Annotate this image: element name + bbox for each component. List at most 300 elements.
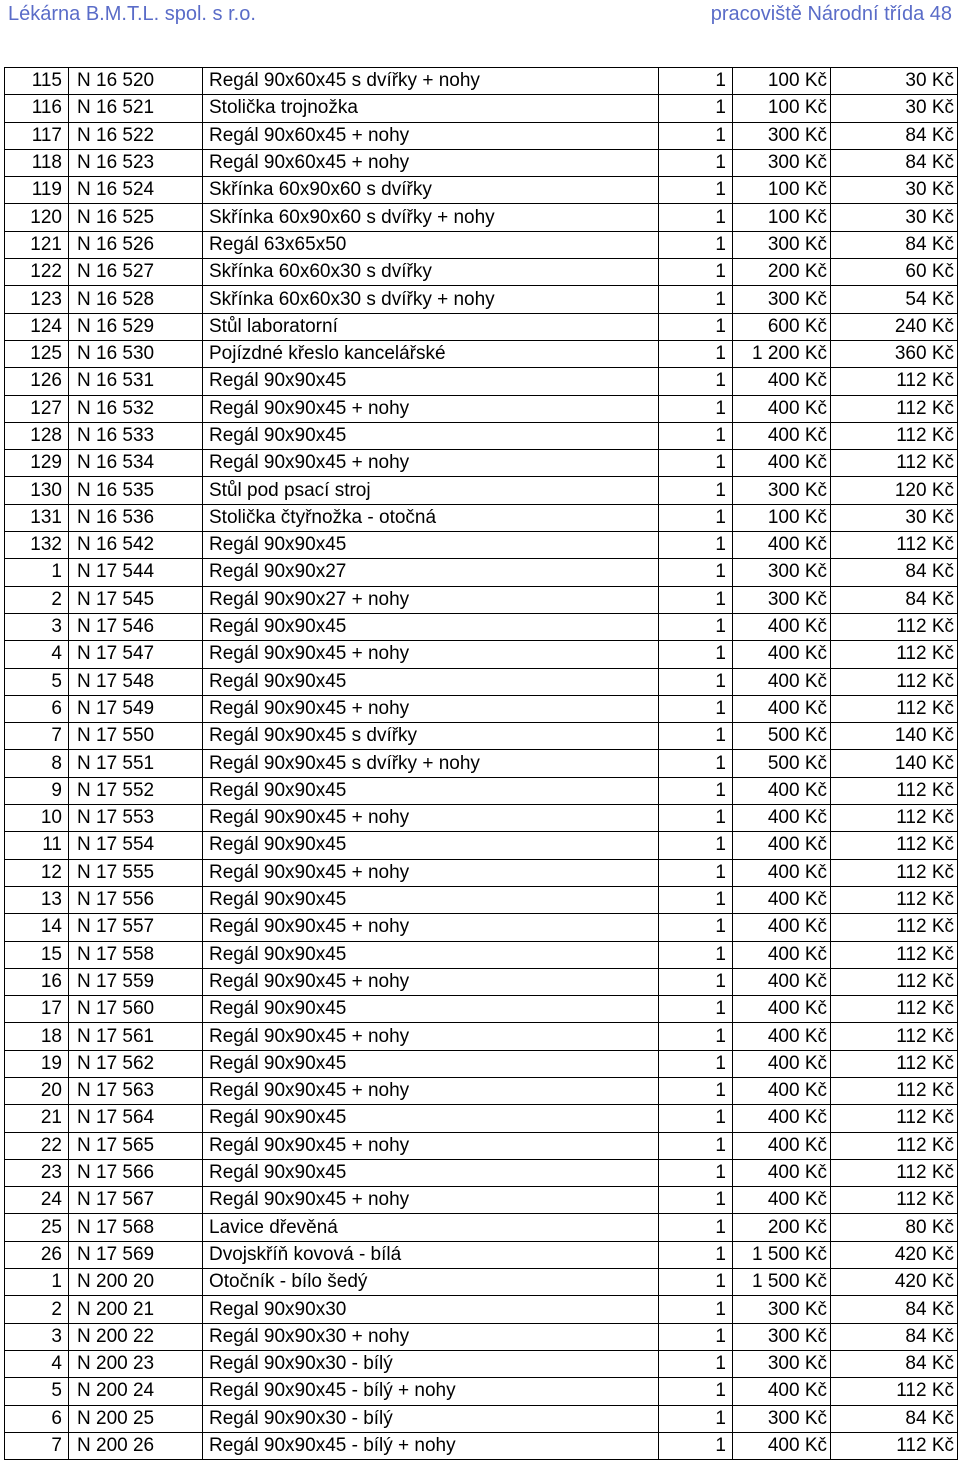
- purchase-price-cell: 400 Kč: [733, 968, 831, 995]
- inventory-code-cell: N 17 559: [69, 968, 203, 995]
- table-row: [5, 805, 958, 832]
- item-description-cell: Regal 90x90x30: [203, 1296, 659, 1323]
- item-description-cell: Regál 90x90x45 + nohy: [203, 859, 659, 886]
- table-row: [5, 668, 958, 695]
- current-value-cell: 84 Kč: [831, 1323, 958, 1350]
- quantity-cell: 1: [659, 313, 733, 340]
- current-value-cell: 112 Kč: [831, 1378, 958, 1405]
- current-value-cell: 30 Kč: [831, 95, 958, 122]
- item-description-cell: Regál 90x90x45: [203, 532, 659, 559]
- inventory-code-cell: N 17 552: [69, 777, 203, 804]
- item-description-cell: Regál 90x90x45: [203, 422, 659, 449]
- quantity-cell: 1: [659, 695, 733, 722]
- quantity-cell: 1: [659, 1241, 733, 1268]
- purchase-price-cell: 400 Kč: [733, 941, 831, 968]
- inventory-code-cell: N 16 531: [69, 368, 203, 395]
- purchase-price-cell: 100 Kč: [733, 204, 831, 231]
- row-number-cell: 126: [5, 368, 69, 395]
- current-value-cell: 84 Kč: [831, 122, 958, 149]
- inventory-code-cell: N 16 542: [69, 532, 203, 559]
- current-value-cell: 112 Kč: [831, 941, 958, 968]
- inventory-code-cell: N 200 25: [69, 1405, 203, 1432]
- item-description-cell: Regál 90x90x45: [203, 941, 659, 968]
- purchase-price-cell: 400 Kč: [733, 1105, 831, 1132]
- table-row: [5, 504, 958, 531]
- item-description-cell: Regál 90x90x45: [203, 832, 659, 859]
- item-description-cell: Regál 90x90x30 + nohy: [203, 1323, 659, 1350]
- current-value-cell: 112 Kč: [831, 1050, 958, 1077]
- row-number-cell: 124: [5, 313, 69, 340]
- table-row: [5, 532, 958, 559]
- table-row: [5, 395, 958, 422]
- row-number-cell: 117: [5, 122, 69, 149]
- purchase-price-cell: 400 Kč: [733, 1023, 831, 1050]
- item-description-cell: Regál 90x90x45 s dvířky + nohy: [203, 750, 659, 777]
- row-number-cell: 130: [5, 477, 69, 504]
- row-number-cell: 20: [5, 1077, 69, 1104]
- item-description-cell: Regál 90x60x45 + nohy: [203, 149, 659, 176]
- table-row: [5, 723, 958, 750]
- table-row: [5, 286, 958, 313]
- table-row: [5, 1132, 958, 1159]
- quantity-cell: 1: [659, 1405, 733, 1432]
- quantity-cell: 1: [659, 68, 733, 95]
- quantity-cell: 1: [659, 1350, 733, 1377]
- quantity-cell: 1: [659, 559, 733, 586]
- quantity-cell: 1: [659, 968, 733, 995]
- table-row: [5, 340, 958, 367]
- purchase-price-cell: 400 Kč: [733, 1187, 831, 1214]
- workplace-location: pracoviště Národní třída 48: [710, 3, 952, 25]
- quantity-cell: 1: [659, 477, 733, 504]
- purchase-price-cell: 1 500 Kč: [733, 1241, 831, 1268]
- quantity-cell: 1: [659, 886, 733, 913]
- table-row: [5, 1159, 958, 1186]
- purchase-price-cell: 300 Kč: [733, 122, 831, 149]
- table-row: [5, 559, 958, 586]
- item-description-cell: Otočník - bílo šedý: [203, 1269, 659, 1296]
- inventory-code-cell: N 16 524: [69, 177, 203, 204]
- purchase-price-cell: 100 Kč: [733, 68, 831, 95]
- row-number-cell: 119: [5, 177, 69, 204]
- current-value-cell: 112 Kč: [831, 1132, 958, 1159]
- inventory-code-cell: N 16 526: [69, 231, 203, 258]
- current-value-cell: 80 Kč: [831, 1214, 958, 1241]
- quantity-cell: 1: [659, 149, 733, 176]
- quantity-cell: 1: [659, 914, 733, 941]
- quantity-cell: 1: [659, 259, 733, 286]
- purchase-price-cell: 400 Kč: [733, 532, 831, 559]
- inventory-code-cell: N 16 525: [69, 204, 203, 231]
- row-number-cell: 2: [5, 1296, 69, 1323]
- row-number-cell: 5: [5, 1378, 69, 1405]
- table-row: [5, 941, 958, 968]
- purchase-price-cell: 300 Kč: [733, 477, 831, 504]
- table-row: [5, 695, 958, 722]
- quantity-cell: 1: [659, 641, 733, 668]
- current-value-cell: 112 Kč: [831, 777, 958, 804]
- table-row: [5, 777, 958, 804]
- item-description-cell: Regál 90x90x30 - bílý: [203, 1405, 659, 1432]
- quantity-cell: 1: [659, 395, 733, 422]
- item-description-cell: Regál 90x90x45 + nohy: [203, 695, 659, 722]
- table-row: [5, 1187, 958, 1214]
- inventory-code-cell: N 17 554: [69, 832, 203, 859]
- inventory-code-cell: N 16 534: [69, 450, 203, 477]
- current-value-cell: 112 Kč: [831, 1077, 958, 1104]
- quantity-cell: 1: [659, 1323, 733, 1350]
- item-description-cell: Stůl laboratorní: [203, 313, 659, 340]
- inventory-code-cell: N 16 530: [69, 340, 203, 367]
- table-row: [5, 1378, 958, 1405]
- item-description-cell: Skřínka 60x60x30 s dvířky: [203, 259, 659, 286]
- row-number-cell: 1: [5, 559, 69, 586]
- item-description-cell: Stolička čtyřnožka - otočná: [203, 504, 659, 531]
- purchase-price-cell: 400 Kč: [733, 668, 831, 695]
- item-description-cell: Regál 90x90x45: [203, 613, 659, 640]
- item-description-cell: Stolička trojnožka: [203, 95, 659, 122]
- quantity-cell: 1: [659, 805, 733, 832]
- current-value-cell: 84 Kč: [831, 149, 958, 176]
- row-number-cell: 18: [5, 1023, 69, 1050]
- table-row: [5, 996, 958, 1023]
- current-value-cell: 84 Kč: [831, 1296, 958, 1323]
- table-row: [5, 450, 958, 477]
- purchase-price-cell: 200 Kč: [733, 1214, 831, 1241]
- quantity-cell: 1: [659, 1105, 733, 1132]
- inventory-code-cell: N 17 546: [69, 613, 203, 640]
- row-number-cell: 6: [5, 695, 69, 722]
- inventory-code-cell: N 16 532: [69, 395, 203, 422]
- purchase-price-cell: 100 Kč: [733, 504, 831, 531]
- purchase-price-cell: 300 Kč: [733, 231, 831, 258]
- quantity-cell: 1: [659, 1296, 733, 1323]
- row-number-cell: 11: [5, 832, 69, 859]
- current-value-cell: 112 Kč: [831, 450, 958, 477]
- current-value-cell: 140 Kč: [831, 750, 958, 777]
- inventory-code-cell: N 17 569: [69, 1241, 203, 1268]
- current-value-cell: 60 Kč: [831, 259, 958, 286]
- purchase-price-cell: 400 Kč: [733, 368, 831, 395]
- row-number-cell: 115: [5, 68, 69, 95]
- row-number-cell: 9: [5, 777, 69, 804]
- table-row: [5, 613, 958, 640]
- purchase-price-cell: 400 Kč: [733, 695, 831, 722]
- item-description-cell: Regál 90x90x45 - bílý + nohy: [203, 1432, 659, 1459]
- inventory-code-cell: N 200 20: [69, 1269, 203, 1296]
- table-row: [5, 1323, 958, 1350]
- inventory-code-cell: N 17 544: [69, 559, 203, 586]
- row-number-cell: 132: [5, 532, 69, 559]
- page-header: [8, 0, 952, 34]
- inventory-code-cell: N 17 566: [69, 1159, 203, 1186]
- item-description-cell: Regál 90x90x45 + nohy: [203, 1023, 659, 1050]
- purchase-price-cell: 100 Kč: [733, 95, 831, 122]
- inventory-code-cell: N 17 563: [69, 1077, 203, 1104]
- quantity-cell: 1: [659, 1132, 733, 1159]
- current-value-cell: 112 Kč: [831, 1432, 958, 1459]
- current-value-cell: 112 Kč: [831, 886, 958, 913]
- inventory-code-cell: N 17 561: [69, 1023, 203, 1050]
- current-value-cell: 112 Kč: [831, 805, 958, 832]
- inventory-code-cell: N 17 547: [69, 641, 203, 668]
- table-row: [5, 750, 958, 777]
- row-number-cell: 123: [5, 286, 69, 313]
- table-row: [5, 368, 958, 395]
- row-number-cell: 3: [5, 613, 69, 640]
- inventory-code-cell: N 16 522: [69, 122, 203, 149]
- current-value-cell: 120 Kč: [831, 477, 958, 504]
- table-row: [5, 1023, 958, 1050]
- purchase-price-cell: 400 Kč: [733, 996, 831, 1023]
- current-value-cell: 112 Kč: [831, 641, 958, 668]
- inventory-code-cell: N 200 21: [69, 1296, 203, 1323]
- item-description-cell: Regál 90x90x45: [203, 1050, 659, 1077]
- quantity-cell: 1: [659, 504, 733, 531]
- current-value-cell: 112 Kč: [831, 695, 958, 722]
- table-row: [5, 68, 958, 95]
- current-value-cell: 112 Kč: [831, 996, 958, 1023]
- inventory-code-cell: N 200 22: [69, 1323, 203, 1350]
- purchase-price-cell: 1 500 Kč: [733, 1269, 831, 1296]
- inventory-table-body: [5, 68, 958, 1460]
- quantity-cell: 1: [659, 1214, 733, 1241]
- item-description-cell: Regál 90x90x45 + nohy: [203, 641, 659, 668]
- inventory-code-cell: N 16 536: [69, 504, 203, 531]
- row-number-cell: 4: [5, 641, 69, 668]
- purchase-price-cell: 400 Kč: [733, 613, 831, 640]
- table-row: [5, 1405, 958, 1432]
- item-description-cell: Regál 63x65x50: [203, 231, 659, 258]
- quantity-cell: 1: [659, 586, 733, 613]
- current-value-cell: 30 Kč: [831, 504, 958, 531]
- purchase-price-cell: 400 Kč: [733, 641, 831, 668]
- inventory-code-cell: N 17 545: [69, 586, 203, 613]
- item-description-cell: Regál 90x90x45 s dvířky: [203, 723, 659, 750]
- current-value-cell: 112 Kč: [831, 968, 958, 995]
- purchase-price-cell: 300 Kč: [733, 1350, 831, 1377]
- current-value-cell: 112 Kč: [831, 395, 958, 422]
- row-number-cell: 17: [5, 996, 69, 1023]
- item-description-cell: Lavice dřevěná: [203, 1214, 659, 1241]
- item-description-cell: Regál 90x90x45 + nohy: [203, 805, 659, 832]
- item-description-cell: Regál 90x90x45 + nohy: [203, 1132, 659, 1159]
- quantity-cell: 1: [659, 996, 733, 1023]
- item-description-cell: Regál 90x90x45: [203, 1159, 659, 1186]
- quantity-cell: 1: [659, 1159, 733, 1186]
- current-value-cell: 112 Kč: [831, 532, 958, 559]
- item-description-cell: Regál 90x90x30 - bílý: [203, 1350, 659, 1377]
- inventory-code-cell: N 16 521: [69, 95, 203, 122]
- inventory-code-cell: N 17 550: [69, 723, 203, 750]
- inventory-code-cell: N 17 549: [69, 695, 203, 722]
- inventory-code-cell: N 17 548: [69, 668, 203, 695]
- purchase-price-cell: 400 Kč: [733, 1077, 831, 1104]
- inventory-code-cell: N 17 558: [69, 941, 203, 968]
- table-row: [5, 95, 958, 122]
- table-row: [5, 886, 958, 913]
- row-number-cell: 120: [5, 204, 69, 231]
- current-value-cell: 84 Kč: [831, 1350, 958, 1377]
- table-row: [5, 641, 958, 668]
- current-value-cell: 30 Kč: [831, 177, 958, 204]
- row-number-cell: 25: [5, 1214, 69, 1241]
- row-number-cell: 26: [5, 1241, 69, 1268]
- row-number-cell: 4: [5, 1350, 69, 1377]
- row-number-cell: 12: [5, 859, 69, 886]
- table-row: [5, 1241, 958, 1268]
- purchase-price-cell: 100 Kč: [733, 177, 831, 204]
- table-row: [5, 1269, 958, 1296]
- inventory-code-cell: N 16 520: [69, 68, 203, 95]
- item-description-cell: Pojízdné křeslo kancelářské: [203, 340, 659, 367]
- table-row: [5, 422, 958, 449]
- purchase-price-cell: 300 Kč: [733, 1405, 831, 1432]
- table-row: [5, 259, 958, 286]
- item-description-cell: Regál 90x90x45: [203, 1105, 659, 1132]
- purchase-price-cell: 300 Kč: [733, 149, 831, 176]
- quantity-cell: 1: [659, 95, 733, 122]
- item-description-cell: Regál 90x90x45 + nohy: [203, 1187, 659, 1214]
- current-value-cell: 84 Kč: [831, 586, 958, 613]
- table-row: [5, 231, 958, 258]
- quantity-cell: 1: [659, 286, 733, 313]
- quantity-cell: 1: [659, 668, 733, 695]
- quantity-cell: 1: [659, 613, 733, 640]
- table-row: [5, 477, 958, 504]
- quantity-cell: 1: [659, 422, 733, 449]
- purchase-price-cell: 200 Kč: [733, 259, 831, 286]
- item-description-cell: Regál 90x90x27: [203, 559, 659, 586]
- item-description-cell: Regál 90x90x45: [203, 777, 659, 804]
- current-value-cell: 112 Kč: [831, 613, 958, 640]
- inventory-table: [4, 67, 958, 1460]
- current-value-cell: 84 Kč: [831, 559, 958, 586]
- table-row: [5, 177, 958, 204]
- item-description-cell: Regál 90x90x45: [203, 886, 659, 913]
- row-number-cell: 3: [5, 1323, 69, 1350]
- purchase-price-cell: 400 Kč: [733, 859, 831, 886]
- item-description-cell: Regál 90x90x45: [203, 668, 659, 695]
- quantity-cell: 1: [659, 859, 733, 886]
- quantity-cell: 1: [659, 122, 733, 149]
- purchase-price-cell: 400 Kč: [733, 422, 831, 449]
- row-number-cell: 125: [5, 340, 69, 367]
- inventory-code-cell: N 17 562: [69, 1050, 203, 1077]
- quantity-cell: 1: [659, 1077, 733, 1104]
- inventory-code-cell: N 17 556: [69, 886, 203, 913]
- row-number-cell: 121: [5, 231, 69, 258]
- table-row: [5, 968, 958, 995]
- inventory-code-cell: N 200 23: [69, 1350, 203, 1377]
- table-row: [5, 832, 958, 859]
- item-description-cell: Stůl pod psací stroj: [203, 477, 659, 504]
- quantity-cell: 1: [659, 231, 733, 258]
- purchase-price-cell: 300 Kč: [733, 1323, 831, 1350]
- inventory-code-cell: N 16 523: [69, 149, 203, 176]
- row-number-cell: 10: [5, 805, 69, 832]
- quantity-cell: 1: [659, 777, 733, 804]
- inventory-code-cell: N 16 528: [69, 286, 203, 313]
- quantity-cell: 1: [659, 340, 733, 367]
- purchase-price-cell: 500 Kč: [733, 723, 831, 750]
- row-number-cell: 118: [5, 149, 69, 176]
- row-number-cell: 1: [5, 1269, 69, 1296]
- quantity-cell: 1: [659, 832, 733, 859]
- purchase-price-cell: 1 200 Kč: [733, 340, 831, 367]
- row-number-cell: 16: [5, 968, 69, 995]
- quantity-cell: 1: [659, 1050, 733, 1077]
- current-value-cell: 112 Kč: [831, 422, 958, 449]
- current-value-cell: 112 Kč: [831, 1159, 958, 1186]
- quantity-cell: 1: [659, 750, 733, 777]
- item-description-cell: Skřínka 60x90x60 s dvířky: [203, 177, 659, 204]
- inventory-code-cell: N 200 26: [69, 1432, 203, 1459]
- inventory-code-cell: N 16 529: [69, 313, 203, 340]
- row-number-cell: 131: [5, 504, 69, 531]
- row-number-cell: 5: [5, 668, 69, 695]
- inventory-code-cell: N 16 527: [69, 259, 203, 286]
- inventory-code-cell: N 17 553: [69, 805, 203, 832]
- quantity-cell: 1: [659, 941, 733, 968]
- current-value-cell: 54 Kč: [831, 286, 958, 313]
- current-value-cell: 112 Kč: [831, 832, 958, 859]
- current-value-cell: 112 Kč: [831, 368, 958, 395]
- row-number-cell: 19: [5, 1050, 69, 1077]
- item-description-cell: Skřínka 60x60x30 s dvířky + nohy: [203, 286, 659, 313]
- row-number-cell: 14: [5, 914, 69, 941]
- item-description-cell: Regál 90x60x45 + nohy: [203, 122, 659, 149]
- purchase-price-cell: 400 Kč: [733, 1132, 831, 1159]
- row-number-cell: 2: [5, 586, 69, 613]
- row-number-cell: 21: [5, 1105, 69, 1132]
- table-row: [5, 1296, 958, 1323]
- item-description-cell: Dvojskříň kovová - bílá: [203, 1241, 659, 1268]
- row-number-cell: 24: [5, 1187, 69, 1214]
- row-number-cell: 22: [5, 1132, 69, 1159]
- quantity-cell: 1: [659, 1023, 733, 1050]
- quantity-cell: 1: [659, 723, 733, 750]
- current-value-cell: 240 Kč: [831, 313, 958, 340]
- inventory-code-cell: N 17 560: [69, 996, 203, 1023]
- inventory-code-cell: N 16 533: [69, 422, 203, 449]
- current-value-cell: 112 Kč: [831, 668, 958, 695]
- current-value-cell: 84 Kč: [831, 1405, 958, 1432]
- row-number-cell: 122: [5, 259, 69, 286]
- current-value-cell: 30 Kč: [831, 204, 958, 231]
- table-row: [5, 204, 958, 231]
- current-value-cell: 84 Kč: [831, 231, 958, 258]
- current-value-cell: 112 Kč: [831, 859, 958, 886]
- row-number-cell: 7: [5, 1432, 69, 1459]
- item-description-cell: Regál 90x90x45 - bílý + nohy: [203, 1378, 659, 1405]
- row-number-cell: 127: [5, 395, 69, 422]
- inventory-code-cell: N 17 567: [69, 1187, 203, 1214]
- quantity-cell: 1: [659, 1378, 733, 1405]
- item-description-cell: Regál 90x60x45 s dvířky + nohy: [203, 68, 659, 95]
- purchase-price-cell: 400 Kč: [733, 777, 831, 804]
- current-value-cell: 112 Kč: [831, 914, 958, 941]
- purchase-price-cell: 300 Kč: [733, 286, 831, 313]
- row-number-cell: 116: [5, 95, 69, 122]
- purchase-price-cell: 300 Kč: [733, 1296, 831, 1323]
- table-row: [5, 1077, 958, 1104]
- row-number-cell: 129: [5, 450, 69, 477]
- row-number-cell: 8: [5, 750, 69, 777]
- inventory-code-cell: N 17 551: [69, 750, 203, 777]
- current-value-cell: 360 Kč: [831, 340, 958, 367]
- company-name: Lékárna B.M.T.L. spol. s r.o.: [8, 3, 256, 25]
